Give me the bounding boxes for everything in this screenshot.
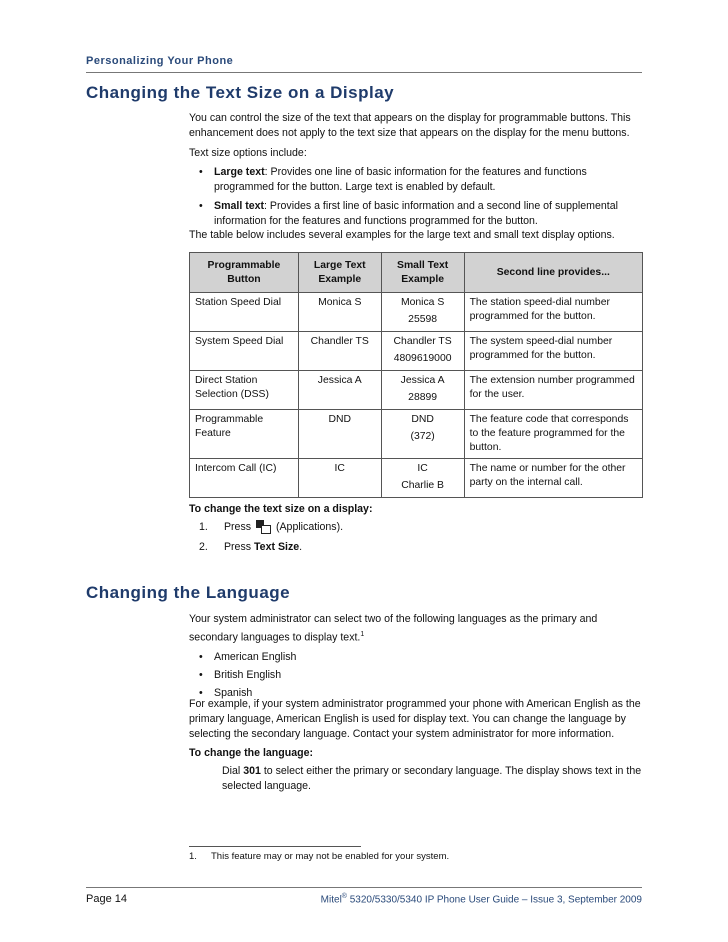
col-header-button: Programmable Button bbox=[190, 253, 299, 293]
footnote-ref: 1 bbox=[360, 631, 365, 638]
table-lead: The table below includes several examples for the large text and small text display options. bbox=[189, 229, 615, 241]
language-list bbox=[189, 650, 644, 701]
cell-second-line: The name or number for the other party on the internal call. bbox=[464, 459, 642, 498]
list-item: • Spanish bbox=[189, 686, 644, 701]
header-rule bbox=[86, 72, 642, 73]
cell-button: Intercom Call (IC) bbox=[190, 459, 299, 498]
guide-title: Mitel® 5320/5330/5340 IP Phone User Guide – Issue 3, September 2009 bbox=[320, 893, 642, 906]
list-item: • American English bbox=[189, 650, 644, 665]
col-header-second-line: Second line provides... bbox=[464, 253, 642, 293]
cell-small: DND (372) bbox=[381, 410, 464, 459]
list-item: • Large text: Provides one line of basic information for the features and functions programmed for the button. Large text is enabled by default. bbox=[189, 165, 644, 195]
cell-large: DND bbox=[298, 410, 381, 459]
procedure-title-language: To change the language: bbox=[189, 747, 313, 759]
cell-large: IC bbox=[298, 459, 381, 498]
table-row bbox=[190, 332, 643, 371]
cell-button: Programmable Feature bbox=[190, 410, 299, 459]
running-header: Personalizing Your Phone bbox=[86, 55, 234, 67]
applications-key-icon bbox=[256, 520, 270, 533]
text-size-option-list bbox=[189, 165, 644, 229]
cell-small: IC Charlie B bbox=[381, 459, 464, 498]
cell-large: Monica S bbox=[298, 293, 381, 332]
footnote: 1. This feature may or may not be enabled for your system. bbox=[189, 851, 450, 862]
step-2: 2. Press Text Size. bbox=[199, 541, 303, 553]
procedure-title-text-size: To change the text size on a display: bbox=[189, 503, 373, 515]
language-example: For example, if your system administrator programmed your phone with American English as the primary language, American English is used for display text. You can change the language by selecting the secondary language. Contact your system administrator for more information. bbox=[189, 698, 641, 740]
section-title-text-size: Changing the Text Size on a Display bbox=[86, 83, 395, 102]
cell-small: Monica S 25598 bbox=[381, 293, 464, 332]
options-lead: Text size options include: bbox=[189, 147, 307, 159]
text-size-intro: You can control the size of the text that appears on the display for programmable buttons. This enhancement does not apply to the text size that appears on the display for the menu buttons. bbox=[189, 112, 631, 139]
cell-second-line: The station speed-dial number programmed for the button. bbox=[464, 293, 642, 332]
footer-rule bbox=[86, 887, 642, 888]
col-header-large: Large Text Example bbox=[298, 253, 381, 293]
cell-large: Jessica A bbox=[298, 371, 381, 410]
table-header-row bbox=[190, 253, 643, 293]
text-size-examples-table bbox=[189, 252, 643, 498]
table-row bbox=[190, 410, 643, 459]
cell-button: Station Speed Dial bbox=[190, 293, 299, 332]
table-row bbox=[190, 459, 643, 498]
cell-small: Chandler TS 4809619000 bbox=[381, 332, 464, 371]
page-number: Page 14 bbox=[86, 893, 127, 905]
list-item: • Small text: Provides a first line of basic information and a second line of supplemental information for the features and functions programmed for the button. bbox=[189, 199, 644, 229]
cell-button: Direct Station Selection (DSS) bbox=[190, 371, 299, 410]
cell-small: Jessica A 28899 bbox=[381, 371, 464, 410]
list-item: • British English bbox=[189, 668, 644, 683]
table-row bbox=[190, 371, 643, 410]
cell-second-line: The system speed-dial number programmed for the button. bbox=[464, 332, 642, 371]
language-intro: Your system administrator can select two of the following languages as the primary and secondary languages to display text.$^1$ • American English • British English • Spanish bbox=[189, 612, 644, 701]
cell-second-line: The feature code that corresponds to the feature programmed for the button. bbox=[464, 410, 642, 459]
col-header-small: Small Text Example bbox=[381, 253, 464, 293]
text-size-options bbox=[189, 146, 644, 229]
footnote-rule bbox=[189, 846, 361, 847]
language-instruction: Dial 301 to select either the primary or secondary language. The display shows text in the selected language. bbox=[222, 765, 642, 792]
table-row bbox=[190, 293, 643, 332]
cell-large: Chandler TS bbox=[298, 332, 381, 371]
cell-second-line: The extension number programmed for the user. bbox=[464, 371, 642, 410]
section-title-language: Changing the Language bbox=[86, 583, 291, 602]
cell-button: System Speed Dial bbox=[190, 332, 299, 371]
step-1: 1. Press (Applications). bbox=[199, 521, 344, 533]
